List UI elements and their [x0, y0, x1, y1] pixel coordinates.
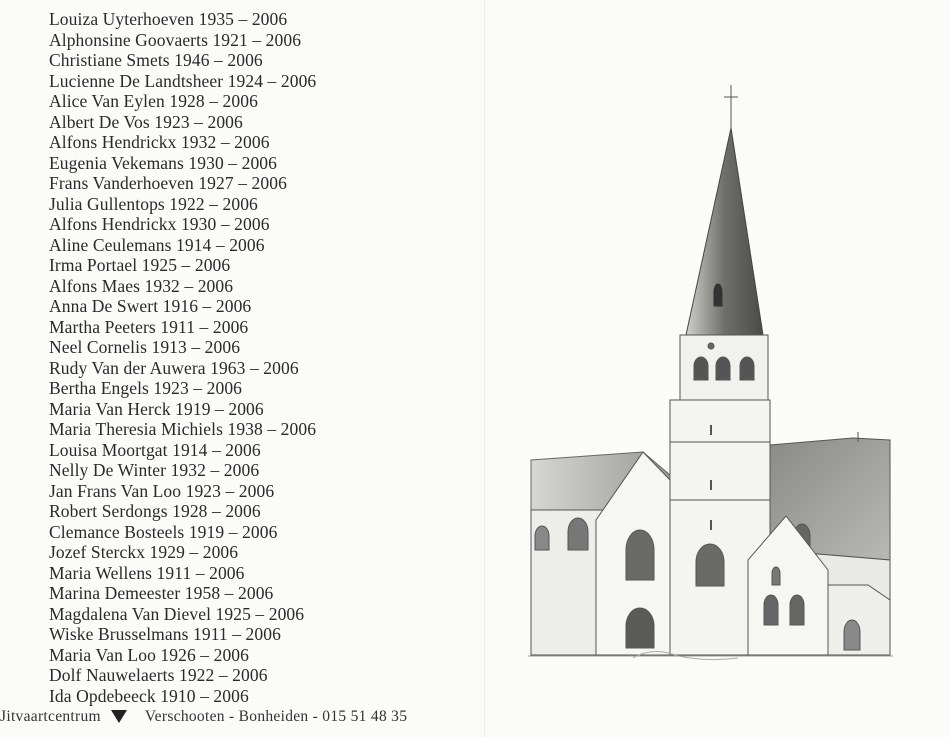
name-entry: Eugenia Vekemans 1930 – 2006 [49, 152, 277, 173]
name-entry: Maria Wellens 1911 – 2006 [49, 562, 245, 583]
name-entry: Rudy Van der Auwera 1963 – 2006 [49, 357, 299, 378]
name-entry: Alfons Hendrickx 1930 – 2006 [49, 214, 270, 234]
footer-contact-text: Verschooten - Bonheiden - 015 51 48 35 [144, 708, 408, 725]
name-entry: Frans Vanderhoeven 1927 – 2006 [49, 173, 287, 193]
name-entry: Alice Van Eylen 1928 – 2006 [49, 91, 258, 111]
church-sketch-icon [528, 80, 893, 670]
name-entry: Louiza Uyterhoeven 1935 – 2006 [49, 9, 288, 29]
name-entry: Aline Ceulemans 1914 – 2006 [49, 234, 265, 255]
name-entry: Alfons Maes 1932 – 2006 [49, 275, 234, 296]
name-entry: Jozef Sterckx 1929 – 2006 [49, 542, 239, 562]
name-entry: Martha Peeters 1911 – 2006 [49, 316, 249, 337]
name-entry: Christiane Smets 1946 – 2006 [49, 50, 263, 70]
name-entry: Alphonsine Goovaerts 1921 – 2006 [49, 29, 302, 50]
name-entry: Bertha Engels 1923 – 2006 [49, 378, 243, 398]
name-entry: Marina Demeester 1958 – 2006 [49, 583, 274, 603]
name-entry: Irma Portael 1925 – 2006 [49, 255, 231, 275]
name-entry: Lucienne De Landtsheer 1924 – 2006 [49, 70, 317, 91]
name-entry: Maria Theresia Michiels 1938 – 2006 [49, 419, 317, 439]
page-fold-divider [484, 0, 485, 737]
footer-left-text: Jitvaartcentrum [0, 708, 101, 725]
names-list [49, 9, 316, 706]
name-entry: Jan Frans Van Loo 1923 – 2006 [49, 480, 275, 501]
name-entry: Wiske Brusselmans 1911 – 2006 [49, 624, 281, 644]
name-entry: Robert Serdongs 1928 – 2006 [49, 501, 261, 521]
name-entry: Albert De Vos 1923 – 2006 [49, 111, 243, 132]
name-entry: Dolf Nauwelaerts 1922 – 2006 [49, 665, 268, 685]
funeral-home-footer [0, 705, 407, 729]
name-entry: Clemance Bosteels 1919 – 2006 [49, 521, 278, 542]
name-entry: Anna De Swert 1916 – 2006 [49, 296, 252, 316]
name-entry: Louisa Moortgat 1914 – 2006 [49, 439, 261, 460]
name-entry: Ida Opdebeeck 1910 – 2006 [49, 685, 249, 706]
name-entry: Maria Van Herck 1919 – 2006 [49, 398, 264, 419]
name-entry: Maria Van Loo 1926 – 2006 [49, 644, 249, 665]
name-entry: Neel Cornelis 1913 – 2006 [49, 337, 241, 357]
name-entry: Julia Gullentops 1922 – 2006 [49, 193, 258, 214]
name-entry: Nelly De Winter 1932 – 2006 [49, 460, 260, 480]
down-triangle-icon [111, 710, 127, 723]
name-entry: Magdalena Van Dievel 1925 – 2006 [49, 603, 305, 624]
name-entry: Alfons Hendrickx 1932 – 2006 [49, 132, 270, 152]
